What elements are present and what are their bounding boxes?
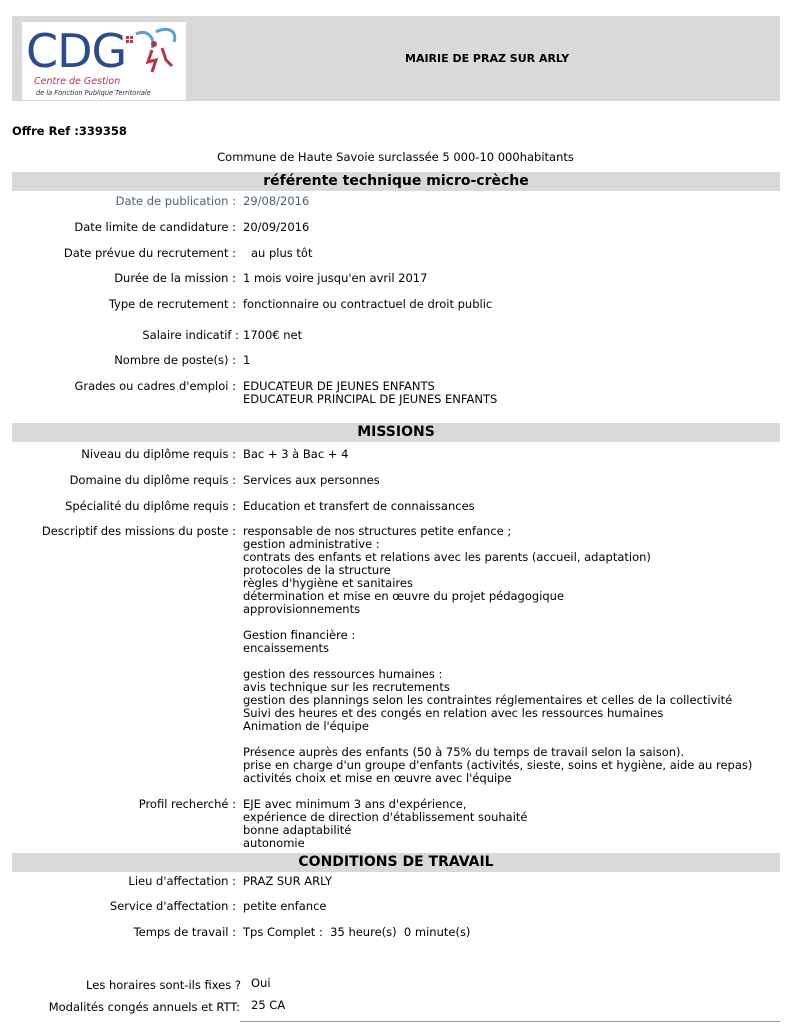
deadline-value: 20/09/2016 [243,220,310,234]
mission-description-label: Descriptif des missions du poste : [41,524,236,538]
description-line: Gestion financière : [243,628,356,642]
description-line: Suivi des heures et des congés en relation avec les ressources humaines [243,706,664,720]
job-title: référente technique micro-crèche [12,172,780,191]
logo-subtitle: Centre de Gestion [34,76,121,87]
profile-line: EJE avec minimum 3 ans d'expérience, [243,797,467,811]
profile-label: Profil recherché : [138,797,236,811]
working-time-label: Temps de travail : [133,925,236,939]
offer-reference: Offre Ref :339358 [12,124,127,138]
description-line: activités choix et mise en œuvre avec l'équipe [243,771,512,785]
duration-label: Durée de la mission : [114,271,236,285]
profile-line: autonomie [243,836,305,850]
description-line: prise en charge d'un groupe d'enfants (activités, sieste, soins et hygiène, aide au repas) [243,758,753,772]
description-line: gestion administrative : [243,537,380,551]
diploma-domain-label: Domaine du diplôme requis : [69,473,236,487]
publication-date-label: Date de publication : [115,194,236,208]
description-line: protocoles de la structure [243,563,391,577]
diploma-specialty-value: Education et transfert de connaissances [243,499,475,513]
employer-name: MAIRIE DE PRAZ SUR ARLY [405,52,570,65]
workplace-value: PRAZ SUR ARLY [243,874,332,888]
recruitment-date-value: au plus tôt [251,246,313,260]
mission-description [243,525,752,785]
grades-label: Grades ou cadres d'emploi : [74,379,236,393]
grade-item: EDUCATEUR PRINCIPAL DE JEUNES ENFANTS [243,392,498,406]
service-label: Service d'affectation : [109,899,236,913]
grades-value [243,380,497,406]
logo-subtitle-2: de la Fonction Publique Territoriale [36,89,151,97]
leave-label: Modalités congés annuels et RTT: [48,1000,240,1014]
commune-description: Commune de Haute Savoie surclassée 5 000-10 000habitants [217,150,574,164]
service-value: petite enfance [243,899,327,913]
profile-line: bonne adaptabilité [243,823,352,837]
working-time-value: Tps Complet : 35 heure(s) 0 minute(s) [243,925,471,939]
workplace-label: Lieu d'affectation : [128,874,236,888]
leave-value: 25 CA [251,998,286,1012]
description-line: avis technique sur les recrutements [243,680,450,694]
missions-heading: MISSIONS [12,423,780,442]
recruitment-type-value: fonctionnaire ou contractuel de droit public [243,297,493,311]
description-line: approvisionnements [243,602,361,616]
description-line: contrats des enfants et relations avec les parents (accueil, adaptation) [243,550,651,564]
bottom-divider [240,1021,780,1022]
diploma-level-value: Bac + 3 à Bac + 4 [243,447,349,461]
description-line: responsable de nos structures petite enfance ; [243,524,512,538]
logo-text: CDG [26,24,127,78]
description-line: Présence auprès des enfants (50 à 75% du temps de travail selon la saison). [243,745,685,759]
diploma-specialty-label: Spécialité du diplôme requis : [65,499,236,513]
cdg-logo [22,22,186,100]
posts-value: 1 [243,353,251,367]
description-line: encaissements [243,641,330,655]
description-line: gestion des plannings selon les contraintes réglementaires et celles de la collectivité [243,693,733,707]
deadline-label: Date limite de candidature : [74,220,236,234]
publication-date-value: 29/08/2016 [243,194,310,208]
fixed-hours-label: Les horaires sont-ils fixes ? [86,978,241,992]
duration-value: 1 mois voire jusqu'en avril 2017 [243,271,428,285]
description-line: détermination et mise en œuvre du projet pédagogique [243,589,565,603]
conditions-heading: CONDITIONS DE TRAVAIL [12,853,780,872]
grade-item: EDUCATEUR DE JEUNES ENFANTS [243,379,435,393]
salary-value: 1700€ net [243,328,303,342]
profile-description [243,798,527,850]
diploma-level-label: Niveau du diplôme requis : [81,447,236,461]
recruitment-date-label: Date prévue du recrutement : [63,246,236,260]
description-line: gestion des ressources humaines : [243,667,443,681]
profile-line: expérience de direction d'établissement souhaité [243,810,528,824]
logo-figures-icon [126,26,182,76]
description-line: Animation de l'équipe [243,719,369,733]
page-header [12,16,780,101]
recruitment-type-label: Type de recrutement : [108,297,236,311]
fixed-hours-value: Oui [251,976,271,990]
diploma-domain-value: Services aux personnes [243,473,380,487]
salary-label: Salaire indicatif : [142,328,239,342]
posts-label: Nombre de poste(s) : [114,353,236,367]
description-line: règles d'hygiène et sanitaires [243,576,413,590]
